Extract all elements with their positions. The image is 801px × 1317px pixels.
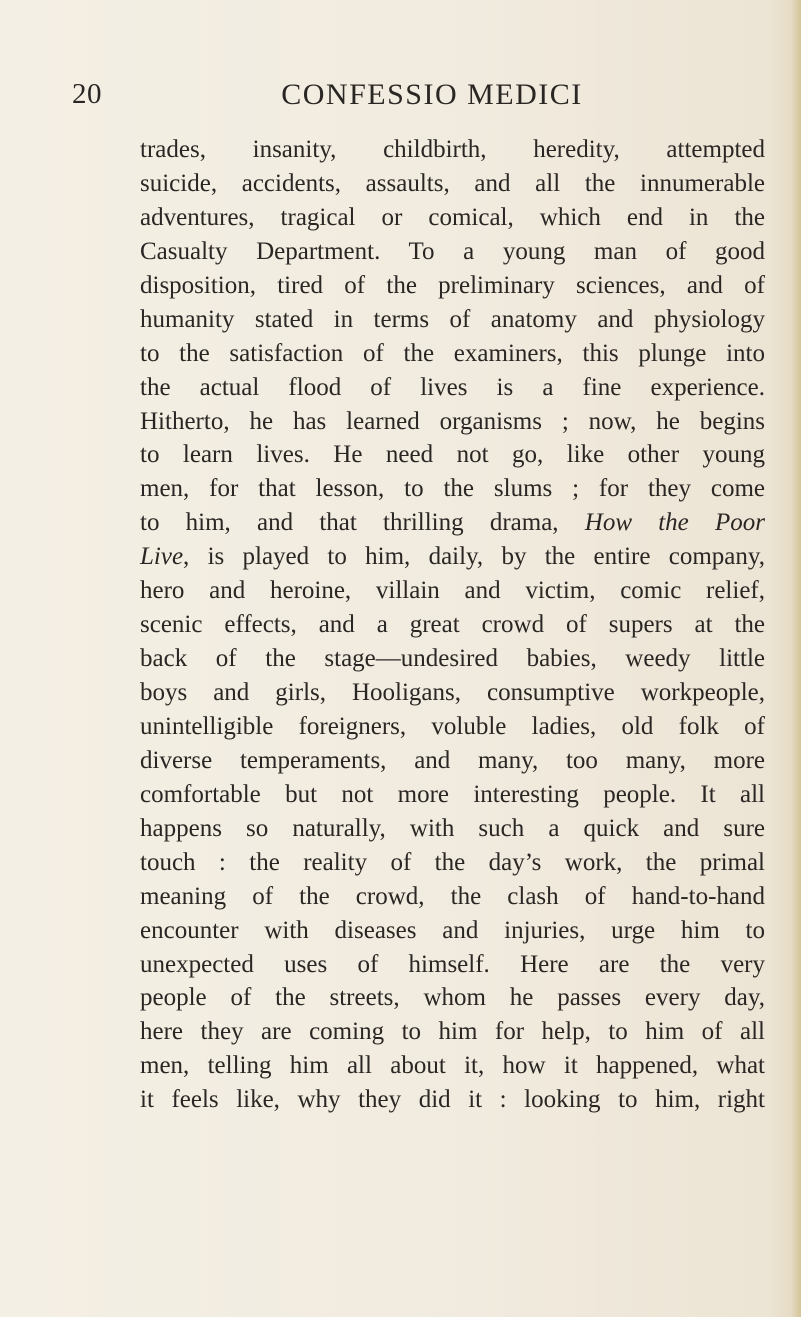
page-header: [72, 78, 772, 118]
text-line: trades, insanity, childbirth, heredity, attempted: [140, 136, 765, 163]
body-text: [140, 133, 765, 1117]
text-line: Casualty Department. To a young man of good: [140, 237, 765, 265]
running-head: CONFESSIO MEDICI: [281, 78, 583, 111]
page-number: 20: [72, 78, 102, 110]
text-line: boys and girls, Hooligans, consumptive workpeople,: [140, 679, 765, 706]
text-line: here they are coming to him for help, to him of all: [140, 1018, 765, 1046]
text-line-with-italic-title: [140, 506, 765, 540]
text-line: men, for that lesson, to the slums ; for they come: [140, 475, 765, 503]
text-line: disposition, tired of the preliminary sciences, and of: [140, 271, 765, 299]
text-line: suicide, accidents, assaults, and all the innumerable: [140, 169, 765, 197]
text-line: encounter with diseases and injuries, urge him to: [140, 916, 765, 944]
text-line: touch : the reality of the day’s work, the primal: [140, 848, 765, 876]
text-line: Hitherto, he has learned organisms ; now, he begins: [140, 407, 765, 435]
text-line: comfortable but not more interesting people. It all: [140, 780, 765, 808]
italic-title-part-2: Live: [140, 543, 184, 571]
italic-title-part-1: How the Poor: [584, 509, 765, 537]
text-line: diverse temperaments, and many, too many, more: [140, 746, 765, 774]
text-line: meaning of the crowd, the clash of hand-to-hand: [140, 882, 765, 910]
text-line: it feels like, why they did it : looking to him, right: [140, 1086, 765, 1114]
text-line: unintelligible foreigners, voluble ladies, old folk of: [140, 712, 765, 740]
text-line: adventures, tragical or comical, which end in the: [140, 203, 765, 231]
text-line: back of the stage—undesired babies, weedy little: [140, 645, 765, 673]
text-line: hero and heroine, villain and victim, comic relief,: [140, 577, 765, 605]
text-line: unexpected uses of himself. Here are the very: [140, 950, 765, 978]
text-line: the actual flood of lives is a fine experience.: [140, 373, 765, 401]
text-line-with-italic-title: [140, 540, 765, 574]
text-segment: , is played to him, daily, by the entire company,: [183, 543, 765, 571]
page-edge-shadow: [791, 0, 801, 1317]
text-line: men, telling him all about it, how it happened, what: [140, 1052, 765, 1080]
text-segment: to him, and that thrilling drama,: [140, 509, 585, 537]
text-line: scenic effects, and a great crowd of supers at the: [140, 611, 765, 639]
text-line: happens so naturally, with such a quick and sure: [140, 814, 765, 842]
text-line: to learn lives. He need not go, like other young: [140, 441, 765, 469]
text-line: humanity stated in terms of anatomy and physiology: [140, 305, 765, 333]
text-line: people of the streets, whom he passes every day,: [140, 984, 765, 1012]
text-line: to the satisfaction of the examiners, this plunge into: [140, 339, 765, 367]
